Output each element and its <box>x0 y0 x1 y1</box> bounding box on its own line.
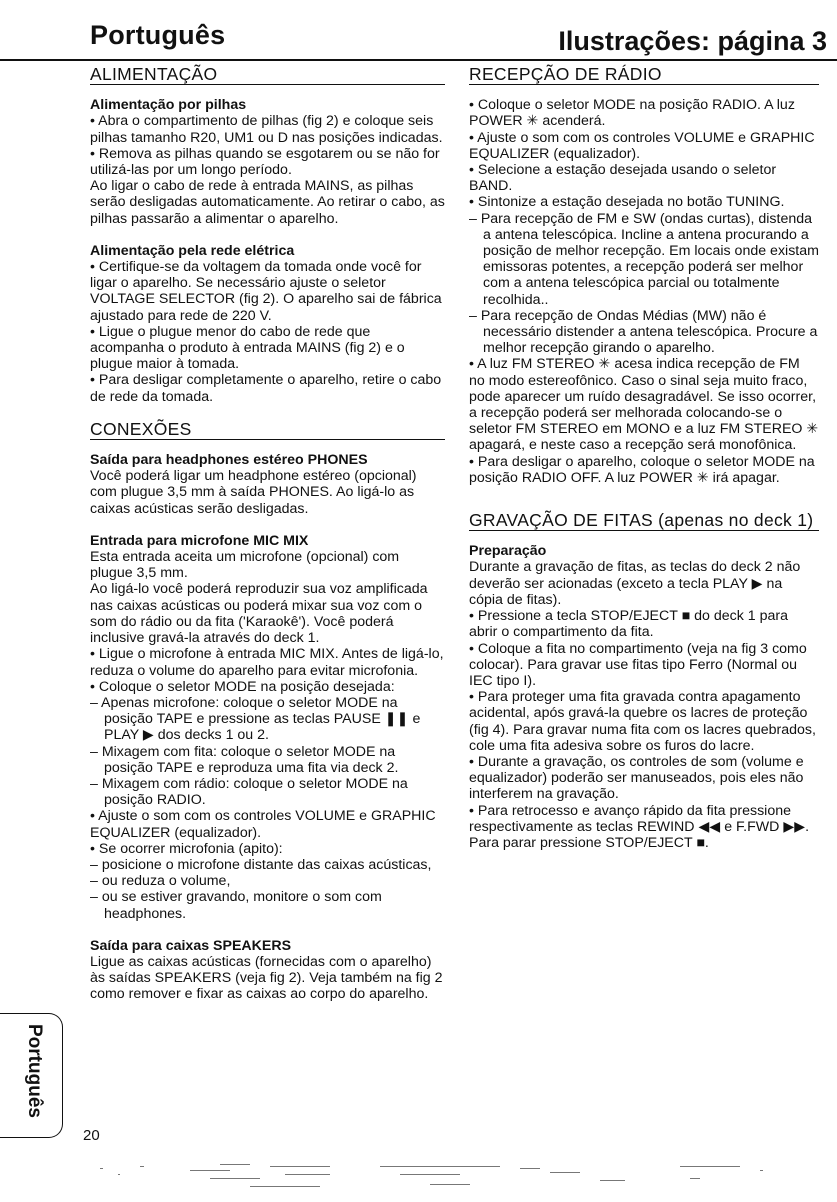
paragraph: Durante a gravação de fitas, as teclas do deck 2 não deverão ser acionadas (exceto a tecla PLAY ▶ na cópia de fitas). <box>469 559 801 608</box>
dash-item: – posicione o microfone distante das caixas acústicas, <box>90 856 432 873</box>
paragraph: • Para retrocesso e avanço rápido da fita pressione respectivamente as teclas REWIND ◀◀ e F.FWD ▶▶. Para parar pressione STOP/EJECT ■. <box>469 802 810 851</box>
paragraph: Ao ligá-lo você poderá reproduzir sua voz amplificada nas caixas acústicas ou poderá mixar sua voz com o som do rádio ou da fita ('Karaokê'). Você poderá inclusive gravá-la através do deck 1. <box>90 581 428 647</box>
subheading-pilhas: Alimentação por pilhas <box>90 97 247 114</box>
section-title-conexoes: CONEXÕES <box>90 421 445 440</box>
paragraph: • Abra o compartimento de pilhas (fig 2) e coloque seis pilhas tamanho R20, UM1 ou D nas posições indicadas. <box>90 113 443 146</box>
right-column <box>469 66 819 851</box>
section-title-gravacao: GRAVAÇÃO DE FITAS (apenas no deck 1) <box>469 512 819 531</box>
paragraph: • Coloque a fita no compartimento (veja na fig 3 como colocar). Para gravar use fitas tipo Ferro (Normal ou IEC tipo I). <box>469 640 807 689</box>
paragraph: Ligue as caixas acústicas (fornecidas com o aparelho) às saídas SPEAKERS (veja fig 2). Veja também na fig 2 como remover e fixar as caixas ao corpo do aparelho. <box>90 953 443 1003</box>
dash-item: – ou se estiver gravando, monitore o som com headphones. <box>90 889 382 922</box>
paragraph: • Para desligar completamente o aparelho, retire o cabo de rede da tomada. <box>90 372 442 405</box>
paragraph: • Certifique-se da voltagem da tomada onde você for ligar o aparelho. Se necessário ajuste o seletor VOLTAGE SELECTOR (fig 2). O aparelho sai de fábrica ajustado para rede de 220 V. <box>90 259 442 324</box>
paragraph: • Ligue o plugue menor do cabo de rede que acompanha o produto à entrada MAINS (fig 2) e o plugue maior à tomada. <box>90 323 405 373</box>
subheading-phones: Saída para headphones estéreo PHONES <box>90 452 368 469</box>
page-title-language: Português <box>90 20 226 50</box>
paragraph: • Ajuste o som com os controles VOLUME e GRAPHIC EQUALIZER (equalizador). <box>90 808 436 841</box>
paragraph: • Ajuste o som com os controles VOLUME e GRAPHIC EQUALIZER (equalizador). <box>469 129 815 162</box>
paragraph: Esta entrada aceita um microfone (opcional) com plugue 3,5 mm. <box>90 549 400 582</box>
paragraph: Ao ligar o cabo de rede à entrada MAINS, as pilhas serão desligadas automaticamente. Ao retirar o cabo, as pilhas passarão a alimentar o aparelho. <box>90 178 445 227</box>
dash-item: – ou reduza o volume, <box>90 873 231 890</box>
subheading-rede: Alimentação pela rede elétrica <box>90 242 295 259</box>
dash-item: – Apenas microfone: coloque o seletor MODE na posição TAPE e pressione as teclas PAUSE ❚❚ e PLAY ▶ dos decks 1 ou 2. <box>90 694 421 744</box>
paragraph: • Durante a gravação, os controles de som (volume e equalizador) poderão ser manuseados, pois eles não interferem na gravação. <box>469 753 804 803</box>
subheading-mic: Entrada para microfone MIC MIX <box>90 532 309 549</box>
page-title-illustrations: Ilustrações: página 3 <box>558 26 827 56</box>
subheading-speakers: Saída para caixas SPEAKERS <box>90 937 292 954</box>
paragraph: • Sintonize a estação desejada no botão TUNING. <box>469 194 785 211</box>
page-number: 20 <box>83 1127 100 1144</box>
dash-item: – Mixagem com rádio: coloque o seletor MODE na posição RADIO. <box>90 775 408 809</box>
paragraph: • Coloque o seletor MODE na posição RADIO. A luz POWER ✳ acenderá. <box>469 97 795 130</box>
side-tab-label: Português <box>24 1024 45 1118</box>
paragraph: • Se ocorrer microfonia (apito): <box>90 840 283 857</box>
paragraph: Você poderá ligar um headphone estéreo (opcional) com plugue 3,5 mm à saída PHONES. Ao ligá-lo as caixas acústicas serão desligadas. <box>90 468 417 517</box>
section-title-alimentacao: ALIMENTAÇÃO <box>90 66 445 85</box>
paragraph: • Para desligar o aparelho, coloque o seletor MODE na posição RADIO OFF. A luz POWER ✳ irá apagar. <box>469 453 815 486</box>
paragraph: • Para proteger uma fita gravada contra apagamento acidental, após gravá-la quebre os lacres de proteção (fig 4). Para gravar numa fita com os lacres quebrados, cole uma fita adesiva sobre os furos do lacre. <box>469 689 816 754</box>
subheading-preparacao: Preparação <box>469 543 547 560</box>
paragraph: • Coloque o seletor MODE na posição desejada: <box>90 678 395 695</box>
dash-item: – Para recepção de Ondas Médias (MW) não é necessário distender a antena telescópica. Procure a melhor recepção girando o aparelho. <box>469 307 818 357</box>
scan-noise <box>80 1160 820 1198</box>
paragraph: • Pressione a tecla STOP/EJECT ■ do deck 1 para abrir o compartimento da fita. <box>469 608 788 641</box>
paragraph: • Selecione a estação desejada usando o seletor BAND. <box>469 162 777 195</box>
section-title-radio: RECEPÇÃO DE RÁDIO <box>469 66 819 85</box>
paragraph: • Remova as pilhas quando se esgotarem ou se não for utilizá-las por um longo período. <box>90 145 440 179</box>
left-column <box>90 66 445 1003</box>
dash-item: – Mixagem com fita: coloque o seletor MODE na posição TAPE e reproduza uma fita via deck 2. <box>90 743 399 776</box>
dash-item: – Para recepção de FM e SW (ondas curtas), distenda a antena telescópica. Incline a antena procurando a posição de melhor recepção. Em locais onde existam emissoras potentes, a recepção poderá ser melhor com a antena telescópica parcial ou totalmente recolhida.. <box>469 210 819 308</box>
paragraph: • A luz FM STEREO ✳ acesa indica recepção de FM no modo estereofônico. Caso o sinal seja muito fraco, pode aparecer um ruído desagradável. Se isso ocorrer, a recepção poderá ser melhorada colocando-se o seletor FM STEREO em MONO e a luz FM STEREO ✳ apagará, e neste caso a recepção será monofônica. <box>469 356 819 454</box>
header-rule <box>0 59 837 61</box>
paragraph: • Ligue o microfone à entrada MIC MIX. Antes de ligá-lo, reduza o volume do aparelho para evitar microfonia. <box>90 646 444 679</box>
